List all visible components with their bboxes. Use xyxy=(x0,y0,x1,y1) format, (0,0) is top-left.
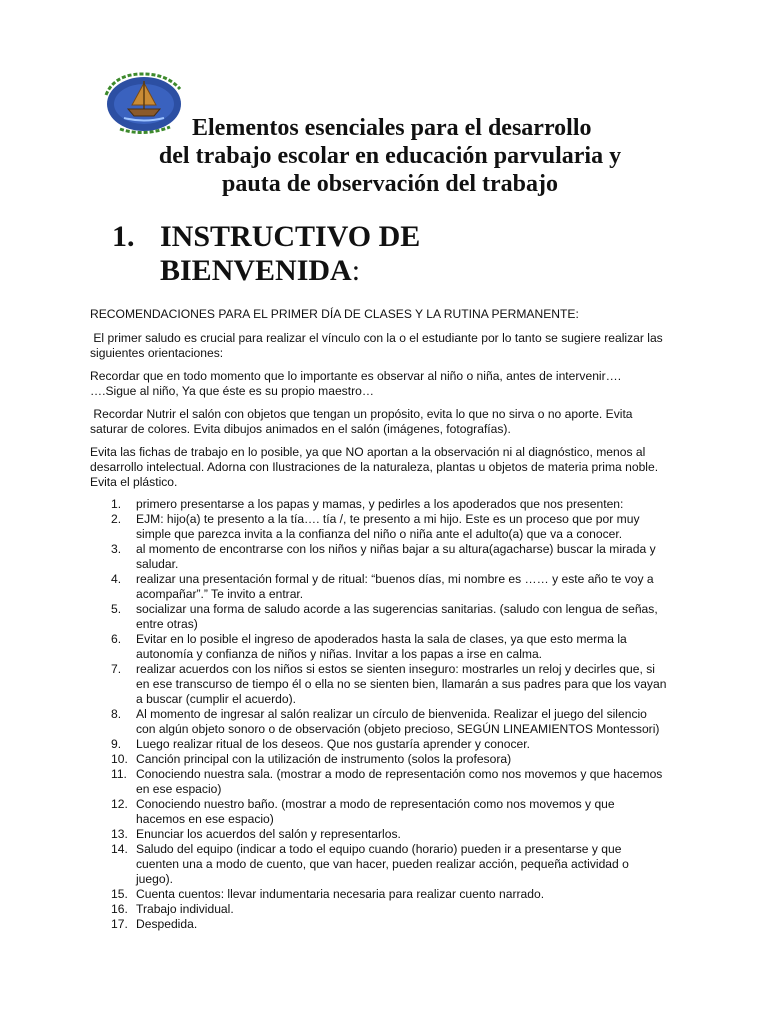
list-item-text: Despedida. xyxy=(136,917,198,931)
list-item-text: Enunciar los acuerdos del salón y representarlos. xyxy=(136,827,401,841)
paragraph-nourish-room xyxy=(90,407,690,437)
paragraph-line: Recordar Nutrir el salón con objetos que tengan un propósito, evita lo que no sirva o no aporte. Evita xyxy=(90,407,633,421)
paragraph-first-greeting xyxy=(90,331,690,361)
list-item-number: 10. xyxy=(111,752,128,766)
instructions-list xyxy=(90,497,690,932)
list-item-number: 12. xyxy=(111,797,128,811)
section-title-bold: INSTRUCTIVO DE BIENVENIDA xyxy=(160,220,421,287)
list-item-number: 13. xyxy=(111,827,128,841)
list-item-text: saludar. xyxy=(136,557,179,571)
list-item-text: Conociendo nuestro baño. (mostrar a modo de representación como nos movemos y que xyxy=(136,797,615,811)
list-item-text: acompañar”.” Te invito a entrar. xyxy=(136,587,304,601)
paragraph-line: ….Sigue al niño, Ya que éste es su propio maestro… xyxy=(90,384,374,398)
list-item-text: Luego realizar ritual de los deseos. Que nos gustaría aprender y conocer. xyxy=(136,737,530,751)
paragraph-line: Evita el plástico. xyxy=(90,475,178,489)
document-title xyxy=(90,114,690,198)
list-item-text: Evitar en lo posible el ingreso de apoderados hasta la sala de clases, ya que esto merma la xyxy=(136,632,627,646)
list-item-number: 15. xyxy=(111,887,128,901)
list-item-text: realizar acuerdos con los niños si estos se sienten inseguro: mostrarles un reloj y decirles que, si xyxy=(136,662,655,676)
list-item-number: 16. xyxy=(111,902,128,916)
list-item-text: primero presentarse a los papas y mamas, y pedirles a los apoderados que nos presenten: xyxy=(136,497,624,511)
list-item-number: 9. xyxy=(111,737,122,751)
list-item-text: autonomía y confianza de niños y niñas. Invitar a los papas a irse en calma. xyxy=(136,647,543,661)
paragraph-recommendations xyxy=(90,307,690,322)
title-line-1: Elementos esenciales para el desarrollo xyxy=(192,115,592,141)
list-item xyxy=(90,767,690,797)
paragraph-line: desarrollo intelectual. Adorna con Ilustraciones de la naturaleza, plantas u objetos de materia prima noble. xyxy=(90,460,659,474)
list-item xyxy=(90,902,690,917)
paragraph-observe xyxy=(90,369,690,399)
list-item-number: 7. xyxy=(111,662,122,676)
list-item xyxy=(90,827,690,842)
list-item-text: a buscar (cumplir el acuerdo). xyxy=(136,692,296,706)
paragraph-line: Evita las fichas de trabajo en lo posible, ya que NO aportan a la observación ni al diagnóstico, menos al xyxy=(90,445,646,459)
list-item-text: juego). xyxy=(136,872,173,886)
list-item-text: realizar una presentación formal y de ritual: “buenos días, mi nombre es …… y este año te voy a xyxy=(136,572,654,586)
list-item xyxy=(90,662,690,707)
list-item-text: Conociendo nuestra sala. (mostrar a modo de representación como nos movemos y que hacemos xyxy=(136,767,663,781)
list-item xyxy=(90,572,690,602)
list-item-text: socializar una forma de saludo acorde a las sugerencias sanitarias. (saludo con lengua de señas, xyxy=(136,602,658,616)
section-number: 1. xyxy=(112,220,135,253)
paragraph-line: RECOMENDACIONES PARA EL PRIMER DÍA DE CLASES Y LA RUTINA PERMANENTE: xyxy=(90,307,579,321)
list-item-number: 5. xyxy=(111,602,122,616)
section-title xyxy=(160,220,520,288)
paragraph-avoid-worksheets xyxy=(90,445,690,490)
list-item-text: al momento de encontrarse con los niños y niñas bajar a su altura(agacharse) buscar la mirada y xyxy=(136,542,656,556)
list-item-number: 14. xyxy=(111,842,128,856)
list-item xyxy=(90,737,690,752)
list-item-number: 4. xyxy=(111,572,122,586)
list-item-text: Canción principal con la utilización de instrumento (solos la profesora) xyxy=(136,752,512,766)
list-item-number: 1. xyxy=(111,497,122,511)
list-item-number: 17. xyxy=(111,917,128,931)
title-line-3: pauta de observación del trabajo xyxy=(222,171,558,197)
list-item-text: Saludo del equipo (indicar a todo el equipo cuando (horario) pueden ir a presentarse y que xyxy=(136,842,622,856)
section-heading xyxy=(112,220,520,288)
paragraph-line: Recordar que en todo momento que lo importante es observar al niño o niña, antes de intervenir…. xyxy=(90,369,622,383)
list-item xyxy=(90,917,690,932)
list-item-text: en ese transcurso de tiempo él o ella no se sienten bien, llamarán a sus padres para que los vayan xyxy=(136,677,667,691)
list-item xyxy=(90,842,690,887)
paragraph-line: saturar de colores. Evita dibujos animados en el salón (imágenes, fotografías). xyxy=(90,422,511,436)
list-item xyxy=(90,707,690,737)
list-item-number: 8. xyxy=(111,707,122,721)
list-item-text: con algún objeto sonoro o de observación (objeto precioso, SEGÚN LINEAMIENTOS Montessori) xyxy=(136,722,660,736)
list-item xyxy=(90,887,690,902)
list-item-text: cuenten una a modo de cuento, que van hacer, pueden realizar acción, pequeña actividad o xyxy=(136,857,629,871)
list-item-text: simple que parezca invita a la confianza del niño o niña ante el adulto(a) que va a conocer. xyxy=(136,527,623,541)
list-item xyxy=(90,632,690,662)
list-item-number: 2. xyxy=(111,512,122,526)
list-item-text: en ese espacio) xyxy=(136,782,222,796)
list-item-text: Cuenta cuentos: llevar indumentaria necesaria para realizar cuento narrado. xyxy=(136,887,545,901)
list-item-number: 11. xyxy=(111,767,127,781)
section-title-suffix: : xyxy=(351,254,361,287)
list-item xyxy=(90,497,690,512)
list-item-text: Al momento de ingresar al salón realizar un círculo de bienvenida. Realizar el juego del silencio xyxy=(136,707,647,721)
list-item xyxy=(90,542,690,572)
list-item-text: entre otras) xyxy=(136,617,198,631)
list-item-text: hacemos en ese espacio) xyxy=(136,812,274,826)
list-item-number: 3. xyxy=(111,542,122,556)
list-item xyxy=(90,512,690,542)
list-item-number: 6. xyxy=(111,632,122,646)
list-item xyxy=(90,602,690,632)
list-item xyxy=(90,797,690,827)
list-item xyxy=(90,752,690,767)
list-item-text: Trabajo individual. xyxy=(136,902,234,916)
paragraph-line: siguientes orientaciones: xyxy=(90,346,224,360)
list-item-text: EJM: hijo(a) te presento a la tía…. tía /, te presento a mi hijo. Este es un proceso que por muy xyxy=(136,512,640,526)
paragraph-line: El primer saludo es crucial para realizar el vínculo con la o el estudiante por lo tanto se sugiere realizar las xyxy=(90,331,663,345)
title-line-2: del trabajo escolar en educación parvularia y xyxy=(158,143,622,169)
